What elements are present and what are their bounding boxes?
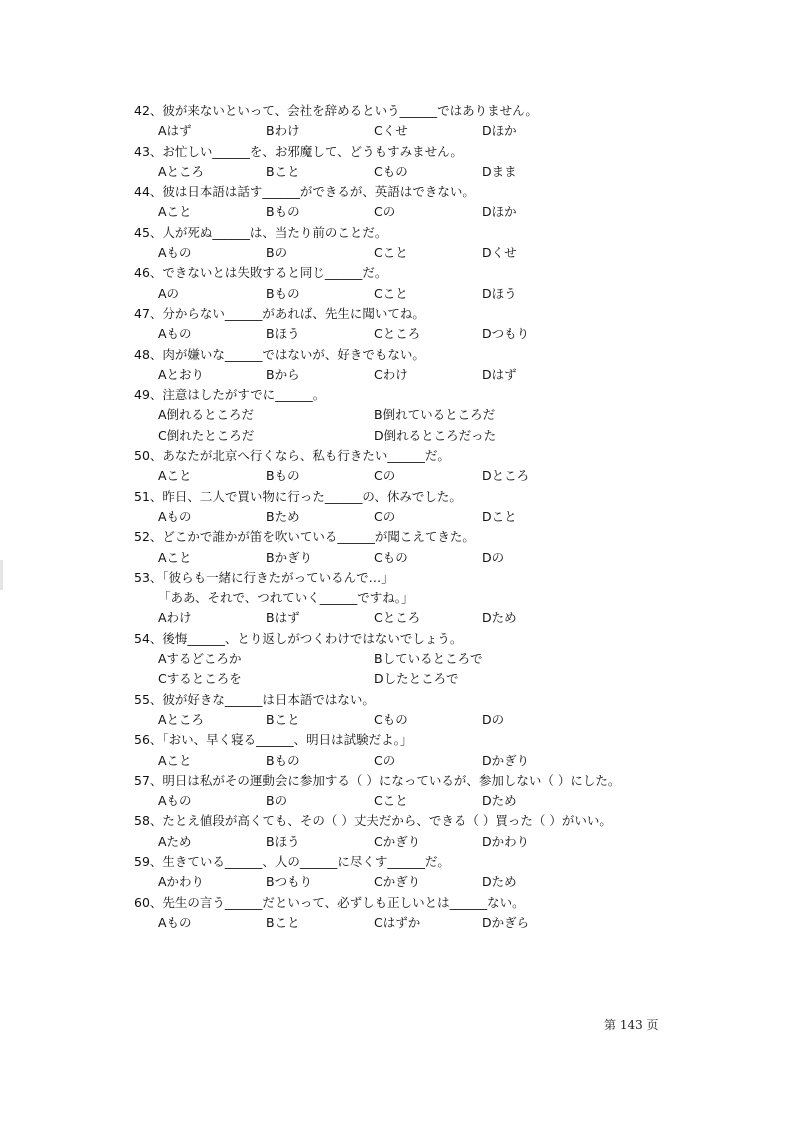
option-choice[interactable]: Dつもり (482, 326, 530, 342)
option-choice[interactable]: Cこと (374, 285, 408, 301)
question-text: 44、彼は日本語は話す______ができるが、英語はできない。 (134, 184, 475, 200)
options-row (134, 365, 734, 385)
option-choice[interactable]: Bほう (266, 326, 300, 342)
option-choice[interactable]: Aところ (158, 711, 205, 727)
option-choice[interactable]: A倒れるところだ (158, 407, 255, 423)
question-text: 54、後悔______、とり返しがつくわけではないでしょう。 (134, 630, 463, 646)
option-choice[interactable]: C倒れたところだ (158, 427, 255, 443)
option-choice[interactable]: Cの (374, 508, 396, 524)
options-row (134, 121, 734, 141)
option-choice[interactable]: Aとおり (158, 366, 205, 382)
options-row (134, 507, 734, 527)
options-row (134, 913, 734, 933)
options-row (134, 791, 734, 811)
option-choice[interactable]: Dこと (482, 508, 517, 524)
option-choice[interactable]: Dほか (482, 123, 517, 139)
question-text: 55、彼が好きな______は日本語ではない。 (134, 691, 375, 707)
option-choice[interactable]: Dくせ (482, 245, 517, 261)
options-row (134, 872, 734, 892)
option-choice[interactable]: Cの (374, 468, 396, 484)
question-text: 46、できないとは失敗すると同じ______だ。 (134, 265, 388, 281)
option-choice[interactable]: Cところ (374, 610, 421, 626)
option-choice[interactable]: Bはず (266, 610, 300, 626)
option-choice[interactable]: Bかぎり (266, 549, 313, 565)
option-choice[interactable]: Cの (374, 752, 396, 768)
option-choice[interactable]: Dの (482, 711, 505, 727)
option-choice[interactable]: Dほか (482, 204, 517, 220)
option-choice[interactable]: Dため (482, 874, 517, 890)
option-choice[interactable]: Aこと (158, 752, 192, 768)
question-text: 56、「おい、早く寝る______、明日は試験だよ。」 (134, 732, 413, 748)
option-choice[interactable]: Aところ (158, 163, 205, 179)
option-choice[interactable]: Bもの (266, 468, 300, 484)
question-text: 50、あなたが北京へ行くなら、私も行きたい______だ。 (134, 448, 450, 464)
option-choice[interactable]: Bほう (266, 833, 300, 849)
option-choice[interactable]: Aもの (158, 326, 192, 342)
question-text: 60、先生の言う______だといって、必ずしも正しいとは______ない。 (134, 894, 525, 910)
option-choice[interactable]: Dはず (482, 366, 517, 382)
option-choice[interactable]: Cもの (374, 549, 408, 565)
options-row (134, 162, 734, 182)
option-choice[interactable]: Dため (482, 793, 517, 809)
option-choice[interactable]: Aはず (158, 123, 192, 139)
question-text: 42、彼が来ないといって、会社を辞めるという______ではありません。 (134, 103, 538, 118)
option-choice[interactable]: Aため (158, 833, 192, 849)
option-choice[interactable]: Cわけ (374, 366, 408, 382)
option-choice[interactable]: D倒れるところだった (374, 427, 497, 443)
page-number: 第 143 页 (604, 1018, 659, 1032)
option-choice[interactable]: Dほう (482, 285, 517, 301)
question-text: 45、人が死ぬ______は、当たり前のことだ。 (134, 224, 388, 240)
option-choice[interactable]: Bもの (266, 204, 300, 220)
option-choice[interactable]: Aの (158, 285, 180, 301)
question-text: 58、たとえ値段が高くても、その（ ）丈夫だから、できる（ ）買った（ ）がいい。 (134, 813, 612, 829)
option-choice[interactable]: Cところ (374, 326, 421, 342)
option-choice[interactable]: Cこと (374, 793, 408, 809)
question-text: 43、お忙しい______を、お邪魔して、どうもすみません。 (134, 143, 463, 159)
option-choice[interactable]: Cかぎり (374, 833, 421, 849)
option-choice[interactable]: Aもの (158, 793, 192, 809)
option-choice[interactable]: Cするところを (158, 671, 242, 687)
option-choice[interactable]: Cもの (374, 711, 408, 727)
option-choice[interactable]: Dしたところで (374, 671, 459, 687)
option-choice[interactable]: Bもの (266, 752, 300, 768)
option-choice[interactable]: Dかぎら (482, 914, 530, 930)
options-row (134, 669, 734, 689)
options-row (134, 649, 734, 669)
options-row (134, 324, 734, 344)
question-text: 51、昨日、二人で買い物に行った______の、休みでした。 (134, 488, 462, 504)
option-choice[interactable]: Bため (266, 508, 300, 524)
options-row (134, 548, 734, 568)
question-text: 49、注意はしたがすでに______。 (134, 387, 326, 403)
options-row (134, 466, 734, 486)
option-choice[interactable]: Cくせ (374, 123, 408, 139)
option-choice[interactable]: Bこと (266, 163, 300, 179)
option-choice[interactable]: Dところ (482, 468, 530, 484)
options-row (134, 243, 734, 263)
question-text: 53、「彼らも一緒に行きたがっているんで…」 (134, 569, 394, 585)
options-row (134, 710, 734, 730)
option-choice[interactable]: Bから (266, 366, 300, 382)
question-text: 59、生きている______、人の______に尽くす______だ。 (134, 853, 450, 869)
option-choice[interactable]: Aこと (158, 468, 192, 484)
option-choice[interactable]: Dの (482, 549, 505, 565)
options-row (134, 832, 734, 852)
option-choice[interactable]: Bこと (266, 914, 300, 930)
question-text: 57、明日は私がその運動会に参加する（ ）になっているが、参加しない（ ）にした。 (134, 772, 621, 788)
question-text-continued: 「ああ、それで、つれていく______ですね。」 (158, 590, 414, 606)
option-choice[interactable]: B倒れているところだ (374, 407, 496, 423)
option-choice[interactable]: Bこと (266, 711, 300, 727)
option-choice[interactable]: Bもの (266, 285, 300, 301)
option-choice[interactable]: Aするどころか (158, 651, 242, 667)
option-choice[interactable]: Cはずか (374, 914, 421, 930)
options-row (134, 751, 734, 771)
options-row (134, 405, 734, 425)
option-choice[interactable]: Aこと (158, 204, 192, 220)
option-choice[interactable]: Bの (266, 793, 288, 809)
option-choice[interactable]: Bしているところで (374, 651, 483, 667)
option-choice[interactable]: Bの (266, 245, 288, 261)
options-row (134, 426, 734, 446)
option-choice[interactable]: Aわけ (158, 610, 192, 626)
options-row (134, 202, 734, 222)
scan-edge-mark (0, 560, 3, 590)
options-row (134, 608, 734, 628)
option-choice[interactable]: Dため (482, 610, 517, 626)
option-choice[interactable]: Aもの (158, 245, 192, 261)
option-choice[interactable]: Dかぎり (482, 752, 530, 768)
option-choice[interactable]: Dまま (482, 163, 517, 179)
option-choice[interactable]: Aこと (158, 549, 192, 565)
question-text: 48、肉が嫌いな______ではないが、好きでもない。 (134, 346, 425, 362)
option-choice[interactable]: Aもの (158, 508, 192, 524)
question-text: 47、分からない______があれば、先生に聞いてね。 (134, 305, 425, 321)
option-choice[interactable]: Cの (374, 204, 396, 220)
option-choice[interactable]: Cこと (374, 245, 408, 261)
option-choice[interactable]: Cもの (374, 163, 408, 179)
option-choice[interactable]: Cかぎり (374, 874, 421, 890)
option-choice[interactable]: Aかわり (158, 874, 205, 890)
options-row (134, 284, 734, 304)
option-choice[interactable]: Bわけ (266, 123, 300, 139)
question-list (134, 101, 734, 933)
option-choice[interactable]: Aもの (158, 914, 192, 930)
question-text: 52、どこかで誰かが笛を吹いている______が聞こえてきた。 (134, 529, 475, 545)
option-choice[interactable]: Bつもり (266, 874, 313, 890)
option-choice[interactable]: Dかわり (482, 833, 530, 849)
